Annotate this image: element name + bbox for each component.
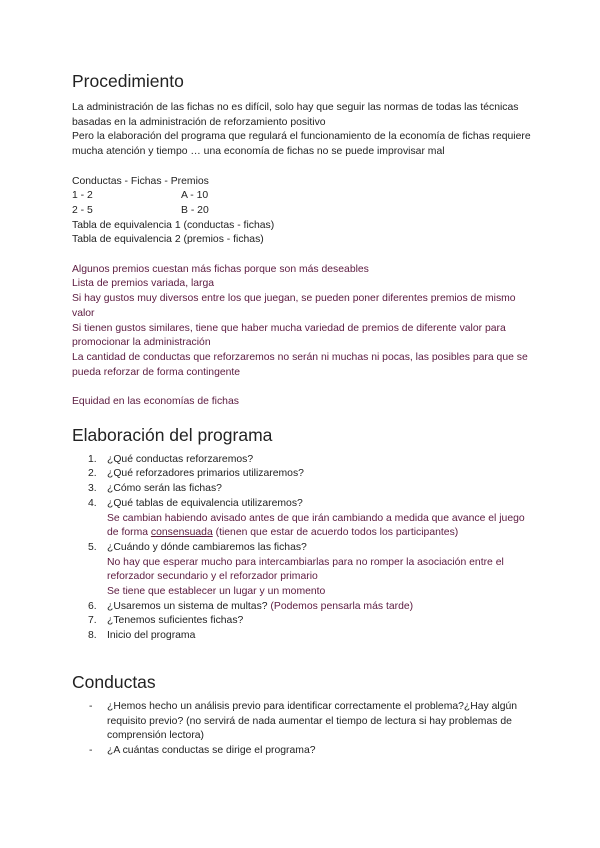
list-number: 7. [88,615,97,627]
list-number: 2. [88,468,97,480]
list-item [72,467,532,482]
list-item [72,614,532,629]
list-item-text: Inicio del programa [107,630,196,642]
list-item-text: ¿A cuántas conductas se dirige el programa? [107,744,316,756]
tabla-equivalencia-2: Tabla de equivalencia 2 (premios - fichas) [72,234,264,246]
list-item [72,700,532,744]
paragraph-elaboracion: Pero la elaboración del programa que regulará el funcionamiento de la economía de fichas requiere mucha atención y tiempo … una economía de fichas no se puede improvisar mal [72,131,531,158]
elaboracion-list [72,453,532,644]
list-item-text: ¿Usaremos un sistema de multas? [107,600,268,612]
table-header-line: Conductas - Fichas - Premios [72,175,209,187]
list-number: 5. [88,541,97,553]
list-item-text: ¿Qué tablas de equivalencia utilizaremos? [107,497,303,509]
row-right-value: A - 10 [181,190,209,202]
list-item-extra: (Podemos pensarla más tarde) [267,600,414,612]
list-item [72,482,532,497]
equidad-line: Equidad en las economías de fichas [72,396,239,408]
row-right-value: B - 20 [181,204,209,216]
list-item-text: ¿Qué conductas reforzaremos? [107,453,254,465]
list-item [72,453,532,468]
paragraph-administracion: La administración de las fichas no es difícil, solo hay que seguir las normas de todas las técnicas basadas en la administración de reforzamiento positivo [72,102,519,128]
item-note-text: Se cambian habiendo avisado antes de que irán cambiando a medida que avance el juego de forma [107,512,525,539]
list-item-text: ¿Tenemos suficientes fichas? [107,615,244,627]
list-number: 8. [88,630,97,642]
tabla-equivalencia-1: Tabla de equivalencia 1 (conductas - fichas) [72,219,275,231]
note-line: La cantidad de conductas que reforzaremos no serán ni muchas ni pocas, las posibles para que se pueda reforzar de forma contingente [72,351,528,378]
list-item [72,744,532,759]
equivalence-row [72,189,532,204]
list-item-text: ¿Qué reforzadores primarios utilizaremos? [107,468,304,480]
list-item [72,541,532,600]
consensuada-link[interactable]: consensuada [150,527,213,539]
note-line: Si tienen gustos similares, tiene que haber mucha variedad de premios de diferente valor para promocionar la administración [72,322,506,349]
note-line: Lista de premios variada, larga [72,278,215,290]
dash-bullet: - [89,744,93,756]
item-note: Se tiene que establecer un lugar y un momento [107,586,326,598]
list-number: 3. [88,483,97,495]
item-note: No hay que esperar mucho para intercambiarlas para no romper la asociación entre el reforzador secundario y el reforzador primario [107,556,504,583]
list-item [72,600,532,615]
document-page [72,70,532,759]
equivalence-row [72,204,532,219]
dash-bullet: - [89,700,93,712]
heading-conductas: Conductas [72,671,156,692]
list-number: 1. [88,453,97,465]
conductas-list [72,700,532,759]
list-item-text: ¿Cómo serán las fichas? [107,483,222,495]
list-item [72,497,532,541]
note-line: Si hay gustos muy diversos entre los que juegan, se pueden poner diferentes premios de mismo valor [72,293,516,319]
heading-elaboracion: Elaboración del programa [72,424,273,445]
heading-procedimiento: Procedimiento [72,71,184,91]
list-item-text: ¿Cuándo y dónde cambiaremos las fichas? [107,541,307,553]
list-number: 4. [88,497,97,509]
item-note-text: (tienen que estar de acuerdo todos los participantes) [212,527,459,539]
list-item-text: ¿Hemos hecho un análisis previo para identificar correctamente el problema?¿Hay algún requisito previo? (no servirá de nada aumentar el tiempo de lectura si hay problemas de comprensión lectora) [107,700,518,742]
note-line: Algunos premios cuestan más fichas porque son más deseables [72,263,369,275]
row-left-value: 2 - 5 [72,204,93,216]
list-number: 6. [88,600,97,612]
row-left-value: 1 - 2 [72,190,93,202]
item-note [107,512,532,541]
list-item [72,629,532,644]
